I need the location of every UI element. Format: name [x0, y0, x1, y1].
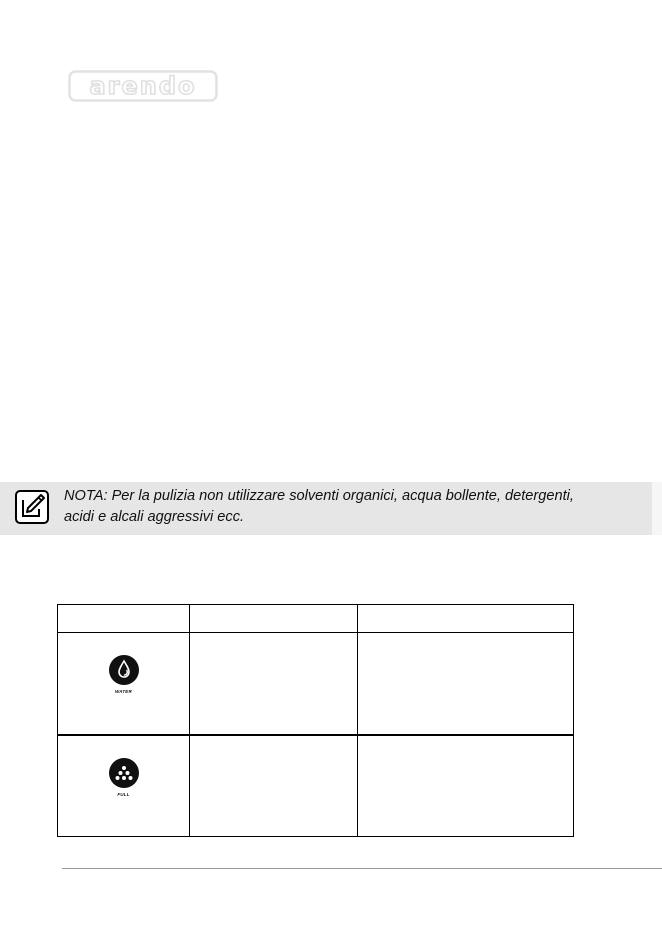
note-line-1: NOTA: Per la pulizia non utilizzare solventi organici, acqua bollente, detergenti,: [64, 488, 574, 504]
indicator-cell-water: [58, 633, 190, 736]
table-header-cell: [58, 605, 190, 633]
table-cell: [358, 633, 574, 736]
brand-logo: [68, 70, 218, 102]
note-text: [64, 486, 644, 528]
note-box-edge: [652, 482, 662, 535]
table-cell: [190, 633, 358, 736]
table-cell: [190, 735, 358, 837]
table-cell: [358, 735, 574, 837]
footer-divider: [62, 868, 662, 869]
table-header-cell: [190, 605, 358, 633]
arendo-logo-icon: [68, 70, 218, 102]
table-header-cell: [358, 605, 574, 633]
svg-text:arendo: arendo: [89, 72, 197, 100]
indicator-table: [57, 604, 574, 837]
table-row: [58, 633, 574, 736]
pencil-paper-icon: [14, 489, 50, 525]
indicator-cell-full: [58, 735, 190, 837]
note-line-2: acidi e alcali aggressivi ecc.: [64, 509, 245, 525]
indicator-label: WATER: [115, 689, 132, 694]
tank-full-icon: [109, 758, 139, 788]
table-row: [58, 735, 574, 837]
indicator-label: FULL: [117, 792, 130, 797]
water-drop-icon: [109, 655, 139, 685]
table-header-row: [58, 605, 574, 633]
